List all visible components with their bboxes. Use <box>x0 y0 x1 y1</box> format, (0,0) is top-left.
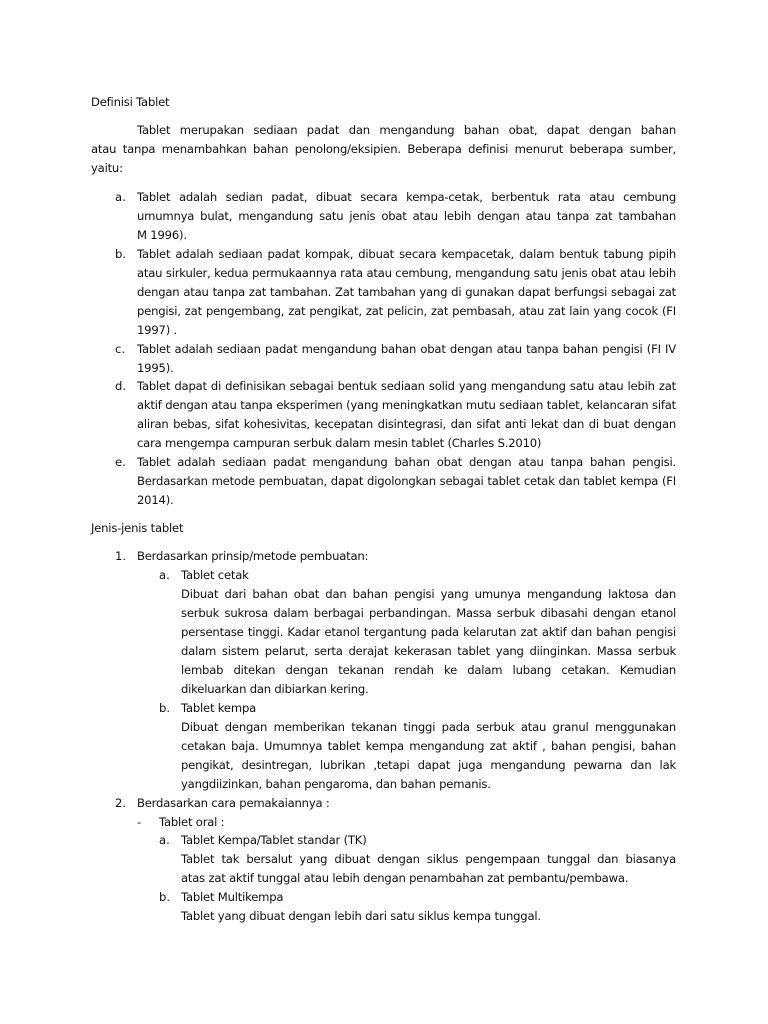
list-marker: a. <box>159 833 170 847</box>
sub-heading: Tablet oral : <box>159 815 225 829</box>
intro-line: atau tanpa menambahkan bahan penolong/eksipien. Beberapa definisi menurut beberapa sumber, <box>91 142 676 156</box>
list-marker: 1. <box>115 549 127 563</box>
item-text-line: dalam sistem pelarut, serta derajat kekerasan tablet yang diinginkan. Massa serbuk <box>181 644 676 658</box>
heading-definisi-tablet: Definisi Tablet <box>91 95 170 109</box>
item-text-line: Tablet yang dibuat dengan lebih dari satu siklus kempa tunggal. <box>181 909 541 923</box>
definition-line: 1997) . <box>137 323 177 337</box>
list-marker: e. <box>115 455 126 469</box>
item-title: Tablet cetak <box>181 568 249 582</box>
item-text-line: cetakan baja. Umumnya tablet kempa mengandung zat aktif , bahan pengisi, bahan <box>181 739 676 753</box>
definition-line: umumnya bulat, mengandung satu jenis obat atau lebih dengan atau tanpa zat tambahan <box>137 209 676 223</box>
item-text-line: yangdiizinkan, bahan pengaroma, dan bahan pemanis. <box>181 777 491 791</box>
definition-line: cara mengempa campuran serbuk dalam mesin tablet (Charles S.2010) <box>137 436 542 450</box>
list-marker: - <box>137 815 142 829</box>
definition-line: atau sirkuler, kedua permukaannya rata atau cembung, mengandung satu jenis obat atau lebih <box>137 266 676 280</box>
item-text-line: dikeluarkan dan dibiarkan kering. <box>181 682 369 696</box>
item-text-line: lembab ditekan dengan tekanan rendah ke dalam lubang cetakan. Kemudian <box>181 663 676 677</box>
definition-line: Tablet adalah sediaan padat mengandung bahan obat dengan atau tanpa bahan pengisi. <box>137 455 676 469</box>
list-marker: b. <box>159 701 171 715</box>
item-text-line: persentase tinggi. Kadar etanol tergantung pada kelarutan zat aktif dan bahan pengisi <box>181 625 676 639</box>
definition-line: 1995). <box>137 361 174 375</box>
definition-line: aliran bebas, sifat kohesivitas, kecepatan disintegrasi, dan sifat anti lekat dan di buat dengan <box>137 417 676 431</box>
list-marker: b. <box>159 890 171 904</box>
intro-line: Tablet merupakan sediaan padat dan mengandung bahan obat, dapat dengan bahan <box>137 123 676 137</box>
definition-line: Tablet adalah sediaan padat kompak, dibuat secara kempacetak, dalam bentuk tabung pipih <box>137 247 676 261</box>
definition-line: Tablet adalah sediaan padat mengandung bahan obat dengan atau tanpa bahan pengisi (FI IV <box>137 342 676 356</box>
list-marker: c. <box>115 342 126 356</box>
section-title: Berdasarkan prinsip/metode pembuatan: <box>137 549 369 563</box>
item-text-line: atas zat aktif tunggal atau lebih dengan penambahan zat pembantu/pembawa. <box>181 871 629 885</box>
definition-line: M 1996). <box>137 228 187 242</box>
list-marker: a. <box>115 190 126 204</box>
definition-line: pengisi, zat pengembang, zat pengikat, zat pelicin, zat pembasah, atau zat lain yang cocok (FI <box>137 304 676 318</box>
definition-line: Tablet adalah sedian padat, dibuat secara kempa-cetak, berbentuk rata atau cembung <box>137 190 676 204</box>
item-text-line: serbuk sukrosa dalam berbagai perbandingan. Massa serbuk dibasahi dengan etanol <box>181 606 676 620</box>
definition-line: dengan atau tanpa zat tambahan. Zat tambahan yang di gunakan dapat berfungsi sebagai zat <box>137 285 676 299</box>
section-title: Berdasarkan cara pemakaiannya : <box>137 796 330 810</box>
item-text-line: Dibuat dari bahan obat dan bahan pengisi yang umunya mengandung laktosa dan <box>181 587 676 601</box>
list-marker: d. <box>115 379 127 393</box>
item-text-line: pengikat, desintregan, lubrikan ,tetapi dapat juga mengandung pewarna dan lak <box>181 758 676 772</box>
definition-line: 2014). <box>137 493 174 507</box>
item-title: Tablet Kempa/Tablet standar (TK) <box>181 833 367 847</box>
item-text-line: Tablet tak bersalut yang dibuat dengan siklus pengempaan tunggal dan biasanya <box>181 852 676 866</box>
list-marker: a. <box>159 568 170 582</box>
list-marker: 2. <box>115 796 127 810</box>
item-text-line: Dibuat dengan memberikan tekanan tinggi pada serbuk atau granul menggunakan <box>181 720 676 734</box>
list-marker: b. <box>115 247 127 261</box>
definition-line: Tablet dapat di definisikan sebagai bentuk sediaan solid yang mengandung satu atau lebih zat <box>137 379 676 393</box>
item-title: Tablet Multikempa <box>181 890 284 904</box>
heading-jenis-tablet: Jenis-jenis tablet <box>91 521 184 535</box>
definition-line: aktif dengan atau tanpa eksperimen (yang meningkatkan mutu sediaan tablet, kelancaran sifat <box>137 398 676 412</box>
definition-line: Berdasarkan metode pembuatan, dapat digolongkan sebagai tablet cetak dan tablet kempa (FI <box>137 474 676 488</box>
intro-line: yaitu: <box>91 161 123 175</box>
item-title: Tablet kempa <box>181 701 257 715</box>
